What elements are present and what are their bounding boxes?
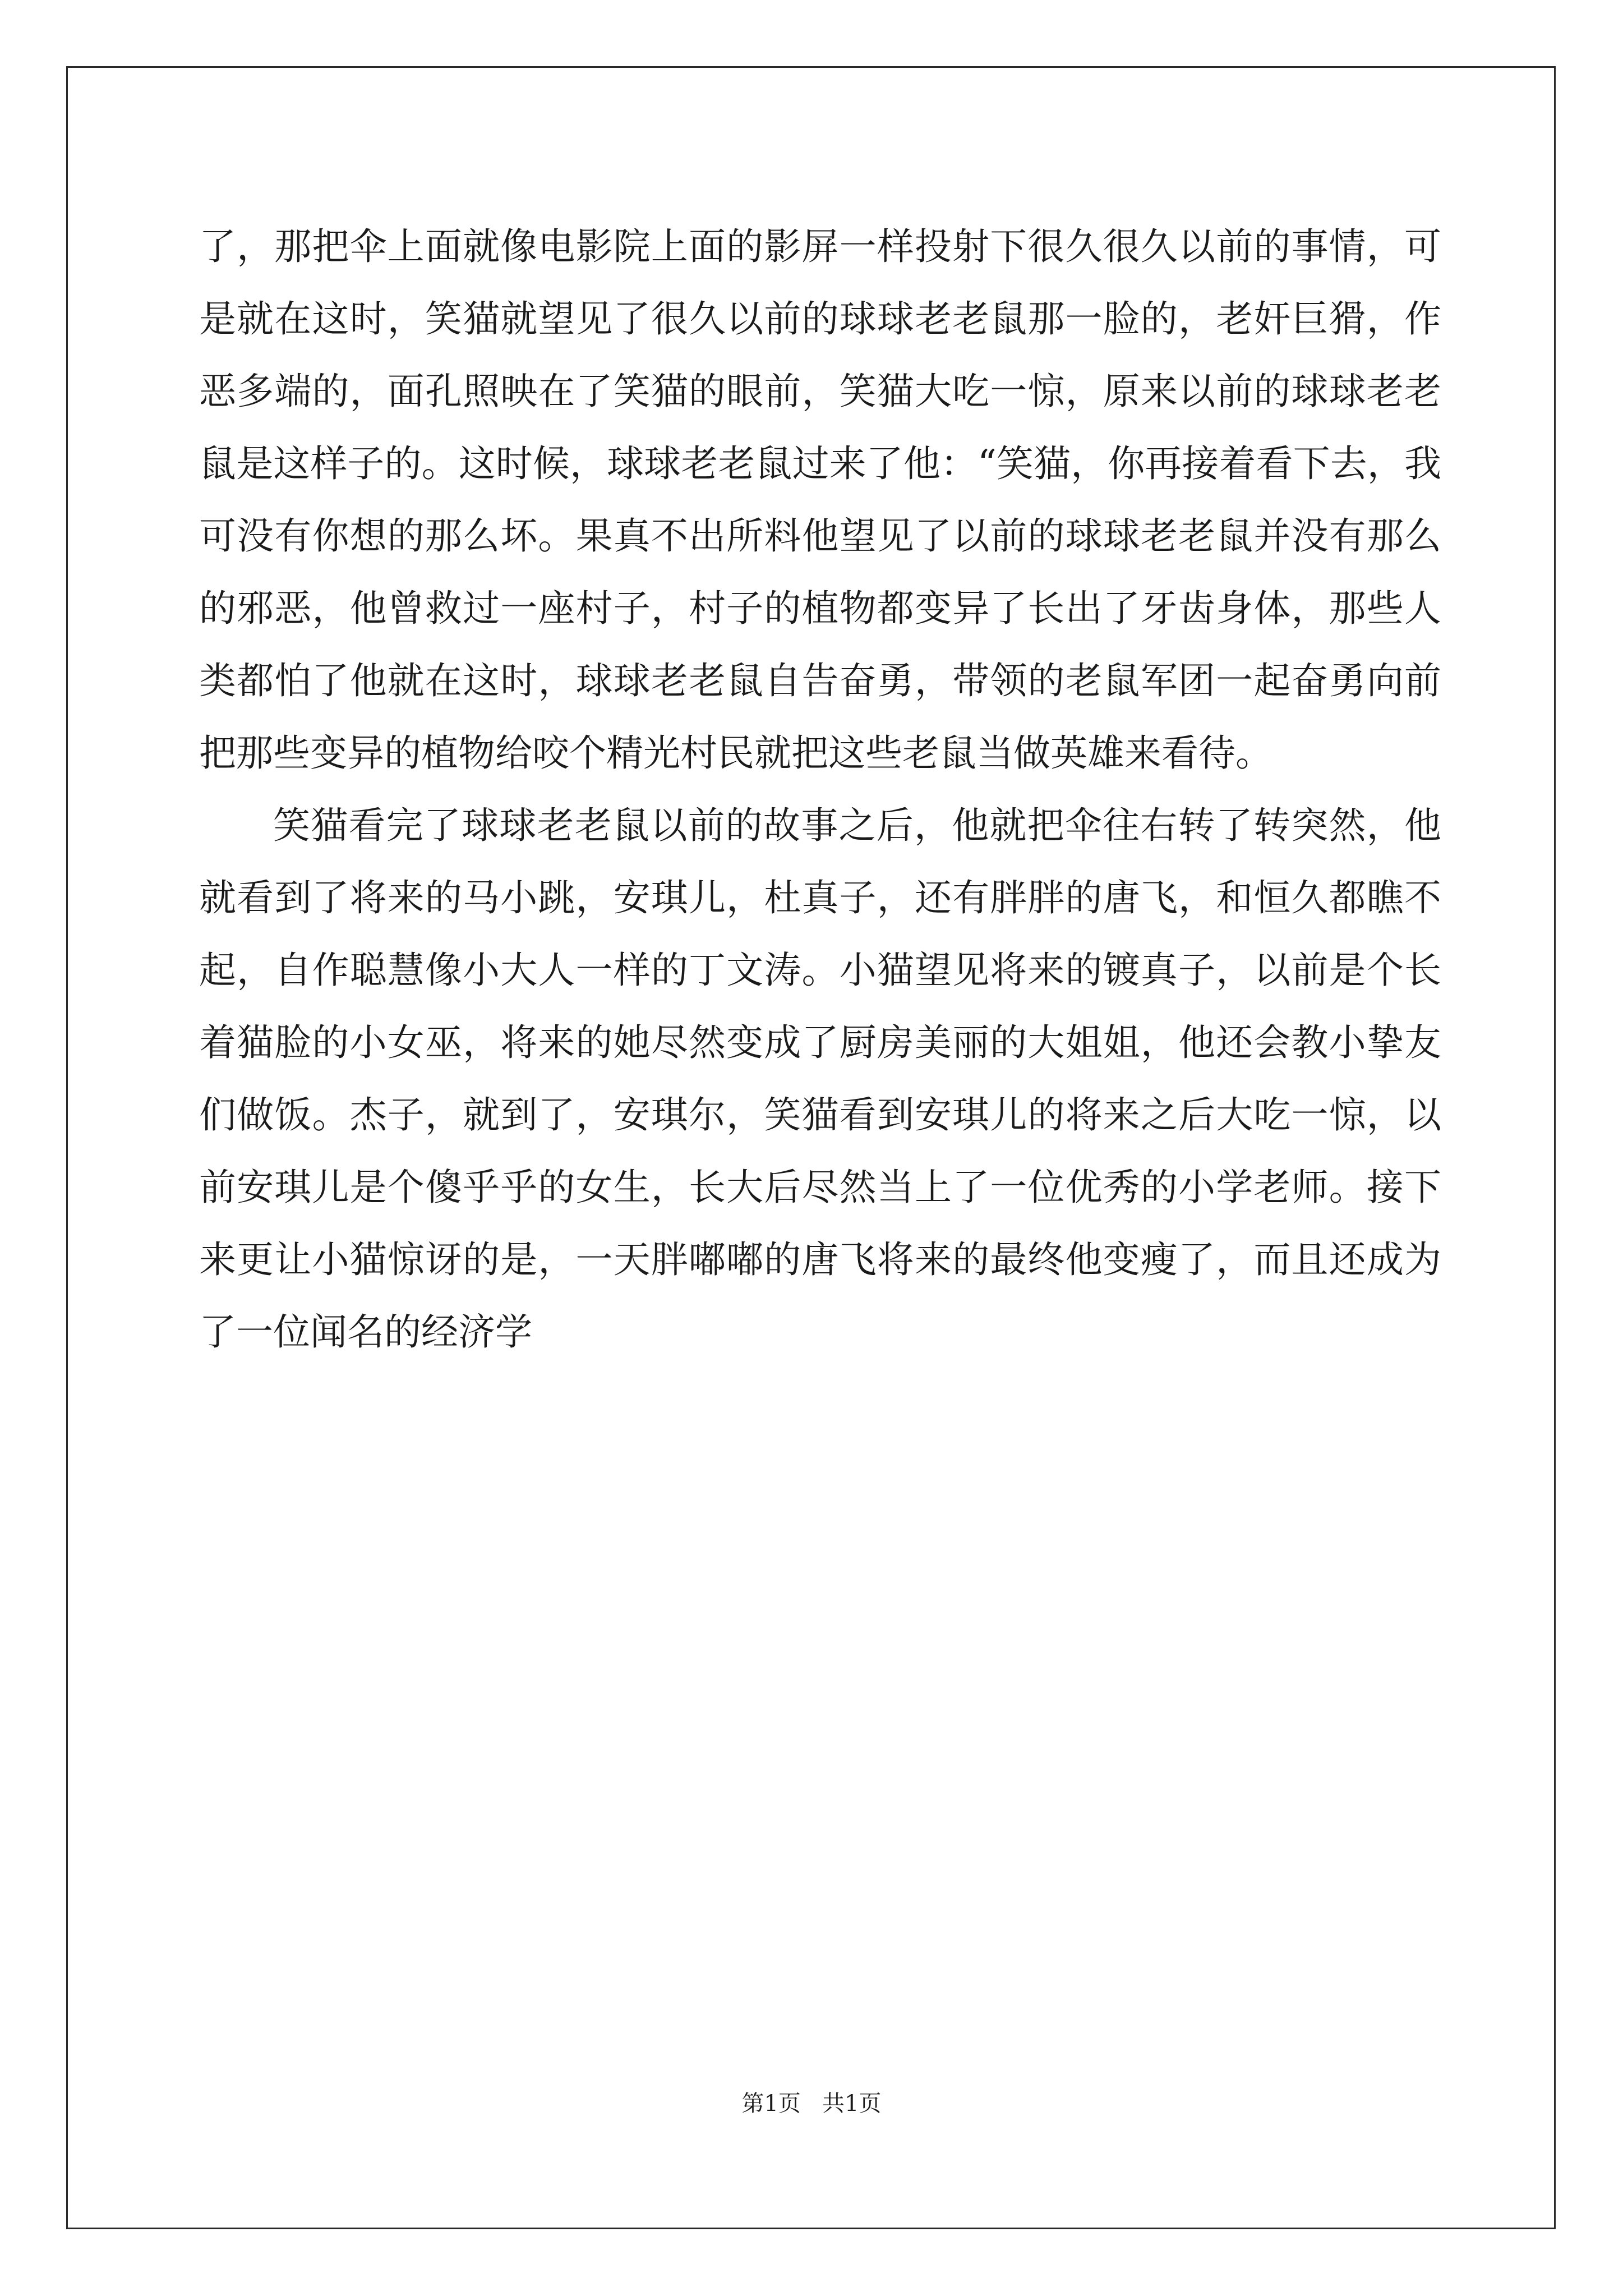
document-body [199, 210, 1441, 1368]
page-number-footer: 第1页 共1页 [741, 2091, 882, 2116]
paragraph-2: 笑猫看完了球球老老鼠以前的故事之后，他就把伞往右转了转突然，他就看到了将来的马小跳，安琪儿，杜真子，还有胖胖的唐飞，和恒久都瞧不起，自作聪慧像小大人一样的丁文涛。小猫望见将来的镀真子，以前是个长着猫脸的小女巫，将来的她尽然变成了厨房美丽的大姐姐，他还会教小挚友们做饭。杰子，就到了，安琪尔，笑猫看到安琪儿的将来之后大吃一惊，以前安琪儿是个傻乎乎的女生，长大后尽然当上了一位优秀的小学老师。接下来更让小猫惊讶的是，一天胖嘟嘟的唐飞将来的最终他变瘦了，而且还成为了一位闻名的经济学 [199, 804, 1441, 1354]
paragraph-1: 了，那把伞上面就像电影院上面的影屏一样投射下很久很久以前的事情，可是就在这时，笑猫就望见了很久以前的球球老老鼠那一脸的，老奸巨猾，作恶多端的，面孔照映在了笑猫的眼前，笑猫大吃一惊，原来以前的球球老老鼠是这样子的。这时候，球球老老鼠过来了他：“笑猫，你再接着看下去，我可没有你想的那么坏。果真不出所料他望见了以前的球球老老鼠并没有那么的邪恶，他曾救过一座村子，村子的植物都变异了长出了牙齿身体，那些人类都怕了他就在这时，球球老老鼠自告奋勇，带领的老鼠军团一起奋勇向前把那些变异的植物给咬个精光村民就把这些老鼠当做英雄来看待。 [199, 225, 1441, 775]
